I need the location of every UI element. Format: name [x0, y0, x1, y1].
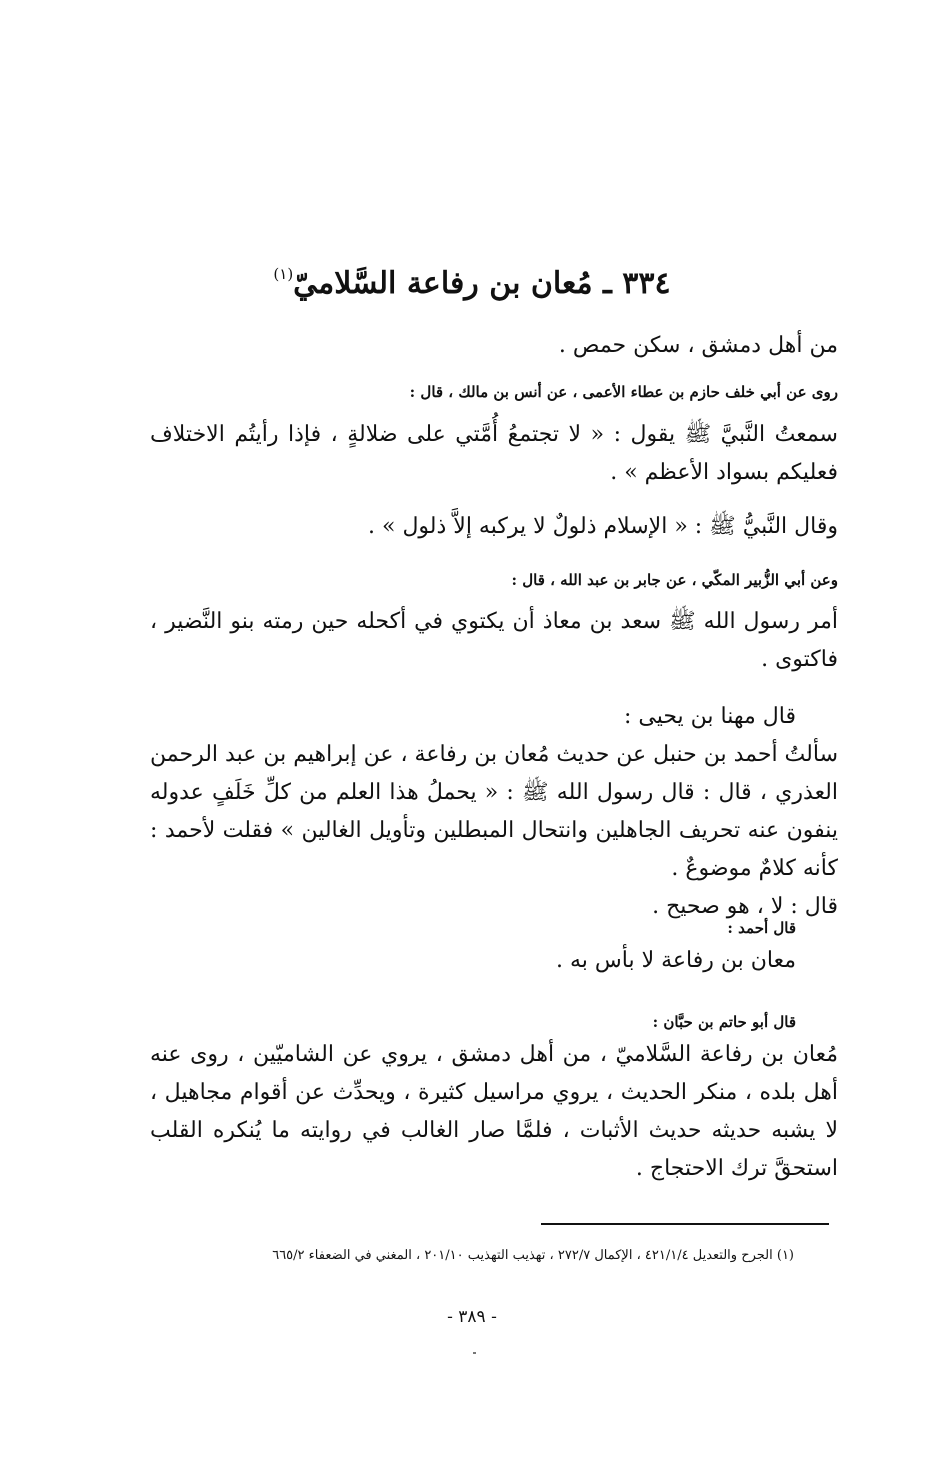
ahmad-section	[150, 914, 838, 980]
ibnhibban-text: مُعان بن رفاعة السَّلاميّ ، من أهل دمشق ، يروي عن الشاميّين ، روى عنه أهل بلده ، منكر الحديث ، يروي مراسيل كثيرة ، ويحدِّث عن أقوام مجاهيل ، لا يشبه حديثه حديث الأثبات ، فلمَّا صار الغالب في روايته ما يُنكره القلب استحقَّ ترك الاحتجاج .	[150, 1042, 839, 1181]
hadith-ijma-text: سمعتُ النَّبيَّ ﷺ يقول : « لا تجتمعُ أُمَّتي على ضلالةٍ ، فإذا رأيتُم الاختلاف فعليكم بسواد الأعظم » .	[150, 422, 838, 485]
hadith-kayy	[150, 603, 838, 679]
muhanna-answer: قال : لا ، هو صحيح .	[652, 894, 838, 919]
isnad-anas-text: روى عن أبي خلف حازم بن عطاء الأعمى ، عن أنس بن مالك ، قال :	[409, 383, 838, 401]
muhanna-text: سألتُ أحمد بن حنبل عن حديث مُعان بن رفاعة ، عن إبراهيم بن عبد الرحمن العذري ، قال : قال رسول الله ﷺ : « يحملُ هذا العلم من كلِّ خَلَفٍ عدوله ينفون عنه تحريف الجاهلين وانتحال المبطلين وتأويل الغالين » فقلت لأحمد : كأنه كلامٌ موضوعٌ .	[150, 742, 838, 881]
footnote-separator	[541, 1223, 829, 1225]
ahmad-text: معان بن رفاعة لا بأس به .	[556, 948, 796, 973]
muhanna-intro: قال مهنا بن يحيى :	[623, 704, 796, 729]
hadith-ijma	[150, 416, 838, 492]
isnad-jabir	[150, 566, 838, 594]
footnote-marker: (١)	[273, 265, 294, 283]
hadith-islam-text: وقال النَّبيُّ ﷺ : « الإسلام ذلولٌ لا يركبه إلاَّ ذلول » .	[368, 514, 838, 539]
entry-title: ٣٣٤ ـ مُعان بن رفاعة السَّلاميّ$^{(١)}$	[273, 265, 671, 301]
entry-name: مُعان بن رفاعة السَّلاميّ	[293, 266, 593, 301]
entry-number: ٣٣٤	[622, 266, 671, 301]
origin-text: من أهل دمشق ، سكن حمص .	[558, 333, 838, 358]
hadith-kayy-text: أمر رسول الله ﷺ سعد بن معاذ أن يكتوي في أكحله حين رمته بنو النَّضير ، فاكتوى .	[150, 609, 838, 672]
ibnhibban-section	[150, 1008, 838, 1188]
muhanna-section	[150, 698, 838, 926]
isnad-anas	[150, 378, 838, 406]
hadith-islam	[150, 508, 838, 546]
page-number: - ٣٨٩ -	[447, 1307, 497, 1327]
footnote: (١) الجرح والتعديل ٤٢١/١/٤ ، الإكمال ٢٧٢/٧ ، تهذيب التهذيب ٢٠١/١٠ ، المغني في الضعفاء ٦٦٥/٢	[272, 1248, 794, 1263]
ibnhibban-intro: قال أبو حاتم بن حبَّان :	[652, 1013, 796, 1031]
scan-speck	[473, 1352, 476, 1354]
ahmad-intro: قال أحمد :	[727, 919, 796, 937]
origin-paragraph	[150, 327, 838, 365]
isnad-jabir-text: وعن أبي الزُّبير المكّي ، عن جابر بن عبد الله ، قال :	[511, 571, 838, 589]
